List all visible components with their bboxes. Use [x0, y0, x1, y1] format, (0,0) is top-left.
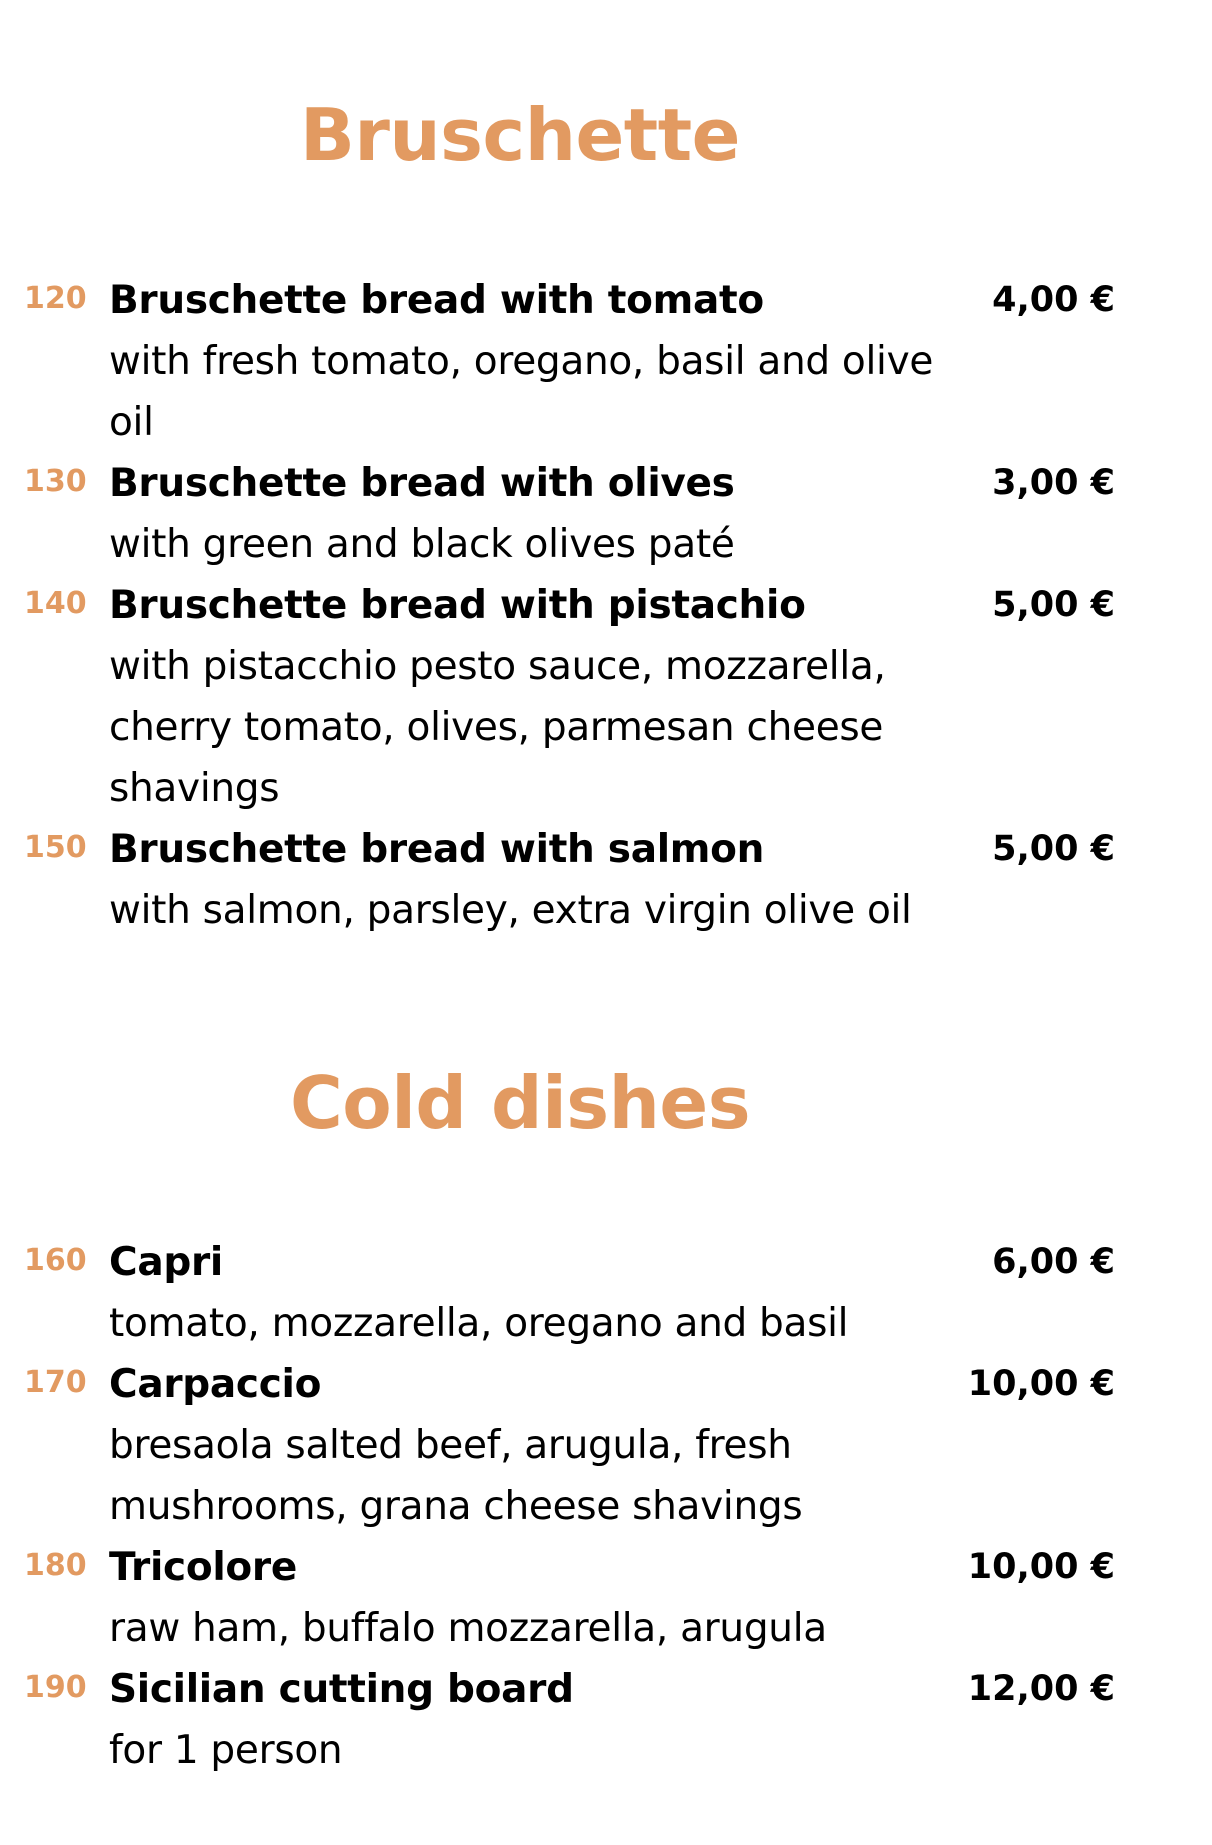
menu-item: [0, 1537, 1212, 1659]
item-description: for 1 person: [109, 1728, 343, 1773]
item-price: 5,00 €: [992, 585, 1115, 625]
item-name: Bruschette bread with olives: [109, 461, 735, 506]
item-name: Sicilian cutting board: [109, 1667, 574, 1712]
item-code: 140: [24, 586, 87, 621]
item-price: 10,00 €: [967, 1364, 1115, 1404]
item-code: 160: [24, 1243, 87, 1278]
menu-item: [0, 1354, 1212, 1537]
menu-item-list: [0, 270, 1212, 941]
menu-item: [0, 270, 1212, 453]
item-description: bresaola salted beef, arugula, fresh mushrooms, grana cheese shavings: [109, 1423, 803, 1529]
item-price: 10,00 €: [967, 1547, 1115, 1587]
section-title: Cold dishes: [289, 1061, 751, 1145]
item-code: 120: [24, 281, 87, 316]
menu-item: [0, 1232, 1212, 1354]
item-name: Bruschette bread with tomato: [109, 278, 764, 323]
item-description: tomato, mozzarella, oregano and basil: [109, 1301, 849, 1346]
menu-item: [0, 1659, 1212, 1781]
item-description: with green and black olives paté: [109, 522, 735, 567]
item-name: Bruschette bread with salmon: [109, 827, 765, 872]
item-name: Capri: [109, 1240, 223, 1285]
menu-item-list: [0, 1232, 1212, 1781]
menu-item: [0, 453, 1212, 575]
item-price: 5,00 €: [992, 829, 1115, 869]
item-description: raw ham, buffalo mozzarella, arugula: [109, 1606, 827, 1651]
menu-item: [0, 575, 1212, 819]
item-name: Tricolore: [109, 1545, 297, 1590]
item-code: 170: [24, 1365, 87, 1400]
item-price: 12,00 €: [967, 1669, 1115, 1709]
item-name: Bruschette bread with pistachio: [109, 583, 806, 628]
item-description: with pistacchio pesto sauce, mozzarella, cherry tomato, olives, parmesan cheese shavings: [109, 644, 886, 811]
item-description: with fresh tomato, oregano, basil and olive oil: [109, 339, 934, 445]
item-description: with salmon, parsley, extra virgin olive oil: [109, 888, 912, 933]
menu-item: [0, 819, 1212, 941]
item-code: 180: [24, 1548, 87, 1583]
item-price: 3,00 €: [992, 463, 1115, 503]
section-title: Bruschette: [300, 93, 740, 177]
item-price: 6,00 €: [992, 1242, 1115, 1282]
item-code: 150: [24, 830, 87, 865]
item-name: Carpaccio: [109, 1362, 322, 1407]
item-code: 130: [24, 464, 87, 499]
item-code: 190: [24, 1670, 87, 1705]
item-price: 4,00 €: [992, 280, 1115, 320]
